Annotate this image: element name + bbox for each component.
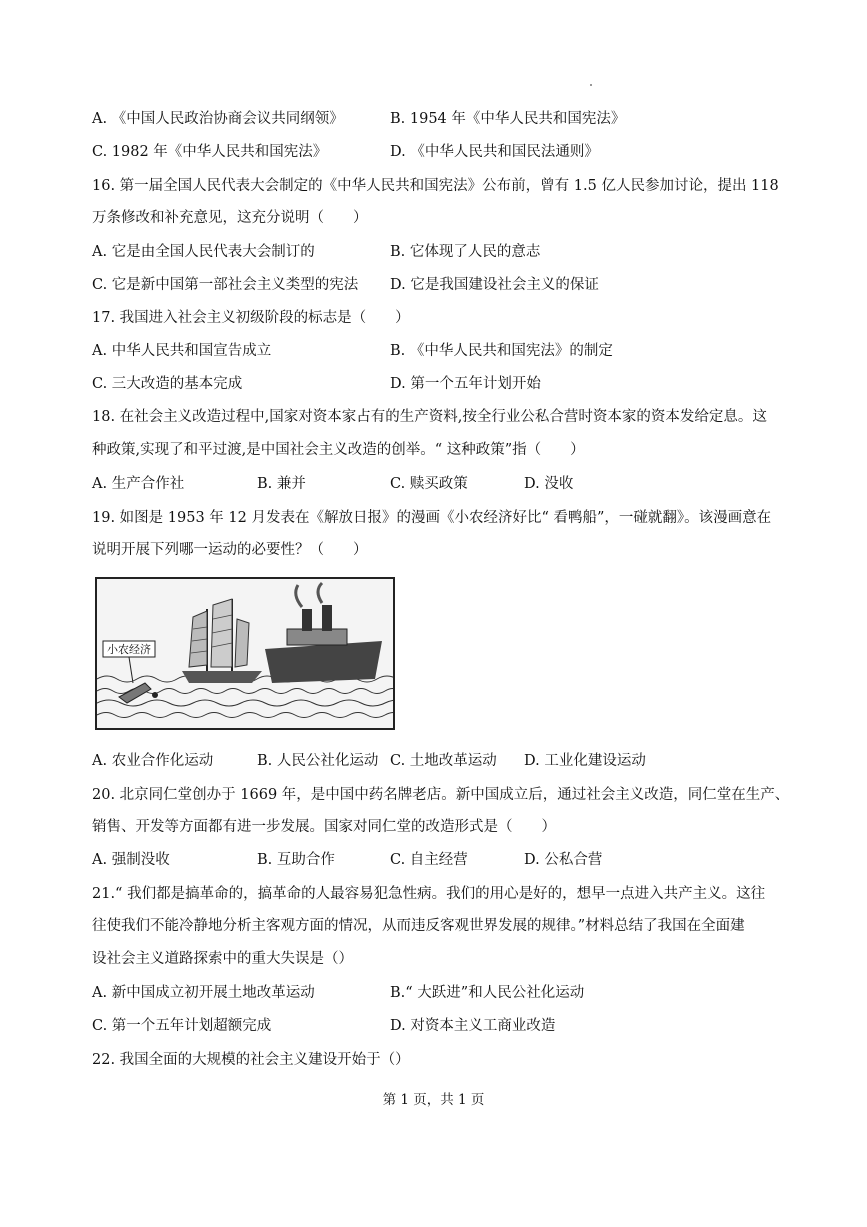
- q17-option-b: B. 《中华人民共和国宪法》的制定: [390, 343, 613, 359]
- q17-option-c: C. 三大改造的基本完成: [92, 376, 243, 392]
- q19-option-a: A. 农业合作化运动: [92, 753, 214, 769]
- q18-option-c: C. 赎买政策: [390, 476, 468, 492]
- q17-option-a: A. 中华人民共和国宣告成立: [92, 343, 272, 359]
- cartoon-figure: [95, 577, 395, 730]
- q19-stem-line2: 说明开展下列哪一运动的必要性？（ ）: [92, 542, 368, 558]
- q20-stem-line1: 20. 北京同仁堂创办于 1669 年，是中国中药名牌老店。新中国成立后，通过社会主义改造，同仁堂在生产、: [92, 787, 790, 803]
- q19-option-d: D. 工业化建设运动: [524, 753, 646, 769]
- q18-stem-line1: 18. 在社会主义改造过程中,国家对资本家占有的生产资料,按全行业公私合营时资本家的资本发给定息。这: [92, 409, 767, 425]
- page-footer: 第 1 页，共 1 页: [382, 1092, 485, 1108]
- scan-speck: [590, 84, 592, 86]
- q20-option-b: B. 互助合作: [257, 852, 335, 868]
- q17-stem: 17. 我国进入社会主义初级阶段的标志是（ ）: [92, 310, 410, 326]
- q21-option-c: C. 第一个五年计划超额完成: [92, 1018, 272, 1034]
- q19-option-c: C. 土地改革运动: [390, 753, 497, 769]
- q16-stem-line2: 万条修改和补充意见，这充分说明（ ）: [92, 210, 368, 226]
- q15-option-b: B. 1954 年《中华人民共和国宪法》: [390, 111, 626, 127]
- q15-option-d: D. 《中华人民共和国民法通则》: [390, 144, 599, 160]
- q17-option-d: D. 第一个五年计划开始: [390, 376, 541, 392]
- q20-option-c: C. 自主经营: [390, 852, 468, 868]
- cartoon-label: 小农经济: [107, 643, 151, 656]
- q22-stem: 22. 我国全面的大规模的社会主义建设开始于（）: [92, 1052, 410, 1068]
- q20-option-d: D. 公私合营: [524, 852, 603, 868]
- q18-option-d: D. 没收: [524, 476, 574, 492]
- q19-option-b: B. 人民公社化运动: [257, 753, 379, 769]
- q21-stem-line1: 21.“ 我们都是搞革命的，搞革命的人最容易犯急性病。我们的用心是好的，想早一点进入共产主义。这往: [92, 886, 766, 902]
- q21-option-b: B.“ 大跃进”和人民公社化运动: [390, 985, 585, 1001]
- q15-option-c: C. 1982 年《中华人民共和国宪法》: [92, 144, 328, 160]
- q16-option-c: C. 它是新中国第一部社会主义类型的宪法: [92, 277, 359, 293]
- q16-option-d: D. 它是我国建设社会主义的保证: [390, 277, 599, 293]
- q19-stem-line1: 19. 如图是 1953 年 12 月发表在《解放日报》的漫画《小农经济好比“ 看鸭船”，一碰就翻》。该漫画意在: [92, 510, 772, 526]
- q20-stem-line2: 销售、开发等方面都有进一步发展。国家对同仁堂的改造形式是（ ）: [92, 819, 556, 835]
- q20-option-a: A. 强制没收: [92, 852, 170, 868]
- q16-stem-line1: 16. 第一届全国人民代表大会制定的《中华人民共和国宪法》公布前，曾有 1.5 亿人民参加讨论，提出 118: [92, 178, 779, 194]
- q21-stem-line2: 往使我们不能冷静地分析主客观方面的情况，从而违反客观世界发展的规律。”材料总结了我国在全面建: [92, 918, 745, 934]
- q15-option-a: A. 《中国人民政治协商会议共同纲领》: [92, 111, 344, 127]
- q18-option-a: A. 生产合作社: [92, 476, 185, 492]
- q18-stem-line2: 种政策,实现了和平过渡,是中国社会主义改造的创举。“ 这种政策”指（ ）: [92, 442, 585, 458]
- q21-stem-line3: 设社会主义道路探索中的重大失误是（）: [92, 951, 353, 967]
- q16-option-a: A. 它是由全国人民代表大会制订的: [92, 244, 315, 260]
- q16-option-b: B. 它体现了人民的意志: [390, 244, 541, 260]
- q18-option-b: B. 兼并: [257, 476, 306, 492]
- q21-option-d: D. 对资本主义工商业改造: [390, 1018, 556, 1034]
- q21-option-a: A. 新中国成立初开展土地改革运动: [92, 985, 315, 1001]
- cartoon-illustration: [97, 579, 393, 728]
